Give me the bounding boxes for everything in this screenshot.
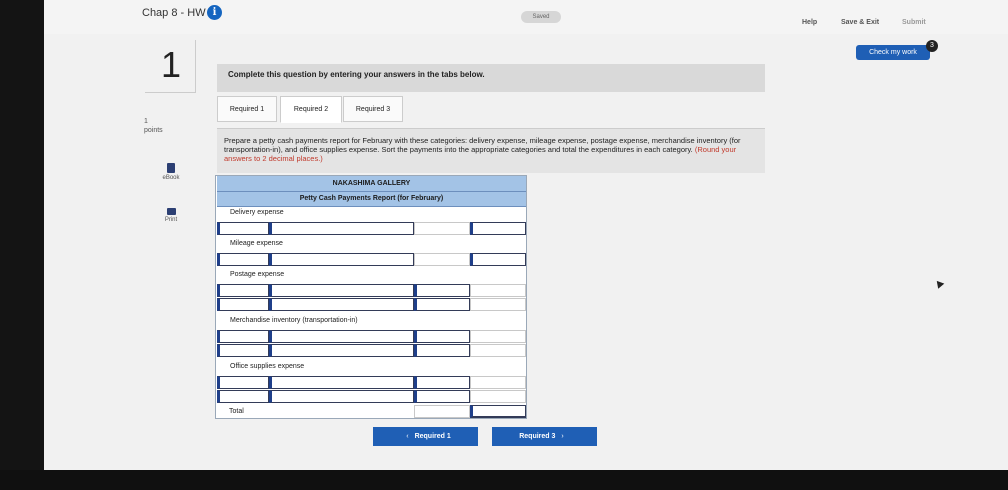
- ebook-button[interactable]: [146, 163, 196, 181]
- postage-total-cell-2: [470, 298, 526, 311]
- section-postage-expense: Postage expense: [230, 271, 285, 278]
- merch-amount-input-1[interactable]: [414, 330, 470, 343]
- print-label: Print: [164, 217, 178, 223]
- save-exit-link[interactable]: Save & Exit: [841, 19, 880, 26]
- petty-cash-report-table: [215, 175, 527, 419]
- office-amount-input-2[interactable]: [414, 390, 470, 403]
- mileage-desc-input[interactable]: [269, 253, 414, 266]
- merch-total-cell-1: [470, 330, 526, 343]
- ebook-label: eBook: [162, 175, 180, 181]
- section-delivery-expense: Delivery expense: [230, 209, 284, 216]
- office-date-input-2[interactable]: [217, 390, 269, 403]
- check-attempts-badge: 3: [926, 40, 938, 52]
- points-label: points: [144, 127, 163, 134]
- postage-date-input-2[interactable]: [217, 298, 269, 311]
- mouse-cursor-icon: [934, 278, 945, 289]
- mileage-amount-cell: [414, 253, 470, 266]
- delivery-desc-input[interactable]: [269, 222, 414, 235]
- merch-amount-input-2[interactable]: [414, 344, 470, 357]
- question-description-box: [217, 128, 765, 173]
- mileage-date-input[interactable]: [217, 253, 269, 266]
- merch-date-input-1[interactable]: [217, 330, 269, 343]
- next-required-button[interactable]: [492, 427, 597, 446]
- office-desc-input-2[interactable]: [269, 390, 414, 403]
- print-button[interactable]: [146, 208, 196, 223]
- points-value: 1: [144, 118, 148, 125]
- section-mileage-expense: Mileage expense: [230, 240, 283, 247]
- office-amount-input-1[interactable]: [414, 376, 470, 389]
- total-label: Total: [229, 408, 244, 415]
- printer-icon: [167, 208, 176, 215]
- question-number: 1: [161, 44, 182, 85]
- chevron-right-icon: ›: [561, 433, 564, 440]
- merch-total-cell-2: [470, 344, 526, 357]
- instruction-text: Complete this question by entering your answers in the tabs below.: [228, 70, 485, 79]
- tab-required-1[interactable]: Required 1: [217, 96, 277, 122]
- merch-desc-input-2[interactable]: [269, 344, 414, 357]
- office-total-cell-1: [470, 376, 526, 389]
- delivery-date-input[interactable]: [217, 222, 269, 235]
- office-total-cell-2: [470, 390, 526, 403]
- rounding-note: (Round your answers to 2 decimal places.): [224, 145, 737, 163]
- company-name: NAKASHIMA GALLERY: [217, 176, 526, 192]
- postage-desc-input-1[interactable]: [269, 284, 414, 297]
- instruction-bar: [217, 64, 765, 92]
- assignment-title: Chap 8 - HW: [142, 7, 206, 19]
- report-title: Petty Cash Payments Report (for February): [217, 192, 526, 207]
- screen-bezel: [0, 470, 1008, 490]
- top-bar: [44, 0, 1008, 34]
- save-status-badge: Saved: [521, 11, 561, 23]
- submit-link[interactable]: Submit: [902, 19, 926, 26]
- previous-label: Required 1: [414, 433, 451, 440]
- tab-required-2[interactable]: Required 2: [280, 96, 342, 123]
- merch-desc-input-1[interactable]: [269, 330, 414, 343]
- previous-required-button[interactable]: [373, 427, 478, 446]
- postage-amount-input-2[interactable]: [414, 298, 470, 311]
- delivery-amount-cell: [414, 222, 470, 235]
- tab-required-3[interactable]: Required 3: [343, 96, 403, 122]
- office-desc-input-1[interactable]: [269, 376, 414, 389]
- description-text: Prepare a petty cash payments report for February with these categories: delivery expense, mileage expense, postage expense, merchandise inventory (for transportation-in), and office supplies expense. Sort the payments into the appropriate categories and total the expenditures in each category.: [224, 136, 741, 154]
- next-label: Required 3: [519, 433, 556, 440]
- postage-date-input-1[interactable]: [217, 284, 269, 297]
- mileage-total-input[interactable]: [470, 253, 526, 266]
- delivery-total-input[interactable]: [470, 222, 526, 235]
- office-date-input-1[interactable]: [217, 376, 269, 389]
- chevron-left-icon: ‹: [406, 433, 409, 440]
- postage-amount-input-1[interactable]: [414, 284, 470, 297]
- postage-total-cell-1: [470, 284, 526, 297]
- check-my-work-button[interactable]: Check my work: [856, 45, 930, 60]
- book-icon: [167, 163, 175, 173]
- help-link[interactable]: Help: [802, 19, 818, 26]
- merch-date-input-2[interactable]: [217, 344, 269, 357]
- grand-total-input[interactable]: [470, 405, 526, 418]
- screen: [44, 0, 1008, 490]
- question-description: [224, 136, 756, 163]
- section-office-supplies: Office supplies expense: [230, 363, 305, 370]
- section-merchandise-inventory: Merchandise inventory (transportation-in): [230, 317, 358, 324]
- postage-desc-input-2[interactable]: [269, 298, 414, 311]
- info-icon[interactable]: i: [207, 5, 222, 20]
- total-amount-cell: [414, 405, 470, 418]
